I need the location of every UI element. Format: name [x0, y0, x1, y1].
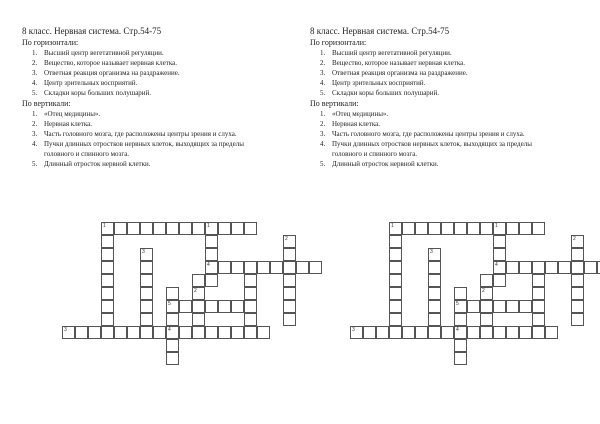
crossword-cell[interactable] [62, 326, 75, 339]
crossword-cell[interactable] [257, 261, 270, 274]
crossword-cell[interactable] [218, 261, 231, 274]
cell-number: 4 [495, 262, 498, 268]
horizontal-clues [22, 48, 302, 98]
crossword-cell[interactable] [244, 261, 257, 274]
crossword-cell[interactable] [114, 222, 127, 235]
crossword-cell[interactable] [493, 326, 506, 339]
crossword-cell[interactable] [428, 274, 441, 287]
crossword-cell[interactable] [571, 261, 584, 274]
vertical-clues [22, 109, 302, 169]
crossword-cell[interactable] [127, 326, 140, 339]
crossword-cell[interactable] [428, 261, 441, 274]
crossword-cell[interactable] [101, 326, 114, 339]
crossword-cell[interactable] [101, 261, 114, 274]
crossword-cell[interactable] [389, 235, 402, 248]
crossword-cell[interactable] [363, 326, 376, 339]
cell-number: 5 [168, 301, 171, 307]
crossword-grid [310, 222, 590, 382]
crossword-cell[interactable] [283, 274, 296, 287]
crossword-cell[interactable] [532, 326, 545, 339]
clue: 1. Высший центр вегетативной регуляции. [32, 49, 164, 57]
crossword-cell[interactable] [166, 352, 179, 365]
crossword-cell[interactable] [140, 313, 153, 326]
crossword-cell[interactable] [454, 300, 467, 313]
crossword-cell[interactable] [231, 326, 244, 339]
crossword-cell[interactable] [101, 287, 114, 300]
cell-number: 3 [352, 327, 355, 333]
crossword-cell[interactable] [571, 313, 584, 326]
crossword-cell[interactable] [257, 326, 270, 339]
crossword-cell[interactable] [493, 261, 506, 274]
crossword-cell[interactable] [350, 326, 363, 339]
clue: 5. Складки коры больших полушарий. [32, 89, 152, 97]
crossword-cell[interactable] [192, 313, 205, 326]
worksheet-heading: 8 класс. Нервная система. Стр.54-75 [310, 26, 450, 36]
crossword-cell[interactable] [532, 274, 545, 287]
cell-number: 1 [391, 223, 394, 229]
crossword-cell[interactable] [493, 300, 506, 313]
crossword-cell[interactable] [506, 326, 519, 339]
crossword-cell[interactable] [205, 248, 218, 261]
clue: 3. Часть головного мозга, где расположены центры зрения и слуха. [32, 130, 237, 138]
crossword-cell[interactable] [428, 248, 441, 261]
cell-number: 1 [207, 223, 210, 229]
crossword-cell[interactable] [480, 326, 493, 339]
crossword-cell[interactable] [166, 313, 179, 326]
crossword-cell[interactable] [571, 274, 584, 287]
crossword-cell[interactable] [480, 287, 493, 300]
crossword-cell[interactable] [231, 300, 244, 313]
worksheet-heading: 8 класс. Нервная система. Стр.54-75 [22, 26, 162, 36]
cell-number: 5 [456, 301, 459, 307]
crossword-cell[interactable] [558, 261, 571, 274]
crossword-cell[interactable] [127, 222, 140, 235]
crossword-cell[interactable] [415, 222, 428, 235]
cell-number: 4 [207, 262, 210, 268]
crossword-cell[interactable] [428, 222, 441, 235]
crossword-cell[interactable] [231, 222, 244, 235]
crossword-cell[interactable] [454, 352, 467, 365]
cell-number: 4 [456, 327, 459, 333]
crossword-cell[interactable] [166, 326, 179, 339]
crossword-cell[interactable] [140, 300, 153, 313]
crossword-cell[interactable] [153, 326, 166, 339]
crossword-cell[interactable] [244, 313, 257, 326]
crossword-cell[interactable] [101, 300, 114, 313]
crossword-cell[interactable] [101, 248, 114, 261]
crossword-cell[interactable] [140, 326, 153, 339]
crossword-cell[interactable] [283, 248, 296, 261]
crossword-cell[interactable] [101, 313, 114, 326]
crossword-cell[interactable] [441, 326, 454, 339]
crossword-cell[interactable] [402, 326, 415, 339]
crossword-cell[interactable] [205, 222, 218, 235]
clue: 2. Вещество, которое называет нервная клетка. [32, 59, 177, 67]
crossword-cell[interactable] [101, 235, 114, 248]
crossword-cell[interactable] [376, 326, 389, 339]
crossword-cell[interactable] [506, 261, 519, 274]
crossword-cell[interactable] [428, 300, 441, 313]
crossword-cell[interactable] [166, 300, 179, 313]
cell-number: 2 [194, 288, 197, 294]
cell-number: 3 [142, 249, 145, 255]
crossword-grid [22, 222, 302, 382]
crossword-cell[interactable] [140, 287, 153, 300]
crossword-cell[interactable] [389, 248, 402, 261]
clue: 3. Ответная реакция организма на раздражение. [32, 69, 180, 77]
clue: 4. Пучки длинных отростков нервных клеток, выходящих за пределы головного и спинного мозга. [320, 140, 532, 158]
crossword-cell[interactable] [454, 326, 467, 339]
crossword-cell[interactable] [192, 300, 205, 313]
clue: 3. Ответная реакция организма на раздражение. [320, 69, 468, 77]
crossword-cell[interactable] [467, 222, 480, 235]
clue: 2. Нервная клетка. [32, 120, 93, 128]
crossword-cell[interactable] [283, 261, 296, 274]
crossword-cell[interactable] [454, 339, 467, 352]
crossword-cell[interactable] [493, 248, 506, 261]
crossword-cell[interactable] [140, 248, 153, 261]
cell-number: 2 [285, 236, 288, 242]
crossword-cell[interactable] [205, 261, 218, 274]
crossword-cell[interactable] [493, 274, 506, 287]
worksheet-right [310, 26, 590, 416]
crossword-cell[interactable] [283, 235, 296, 248]
crossword-cell[interactable] [244, 300, 257, 313]
crossword-cell[interactable] [244, 222, 257, 235]
crossword-cell[interactable] [506, 222, 519, 235]
crossword-cell[interactable] [519, 222, 532, 235]
crossword-cell[interactable] [441, 222, 454, 235]
crossword-cell[interactable] [205, 274, 218, 287]
crossword-cell[interactable] [166, 287, 179, 300]
crossword-cell[interactable] [571, 248, 584, 261]
crossword-cell[interactable] [428, 326, 441, 339]
crossword-cell[interactable] [480, 222, 493, 235]
cell-number: 3 [430, 249, 433, 255]
crossword-cell[interactable] [571, 235, 584, 248]
crossword-cell[interactable] [389, 222, 402, 235]
clue: 2. Вещество, которое называет нервная клетка. [320, 59, 465, 67]
crossword-cell[interactable] [75, 326, 88, 339]
cell-number: 4 [168, 327, 171, 333]
clue: 5. Складки коры больших полушарий. [320, 89, 440, 97]
crossword-cell[interactable] [244, 287, 257, 300]
cell-number: 3 [64, 327, 67, 333]
crossword-cell[interactable] [428, 287, 441, 300]
crossword-cell[interactable] [571, 287, 584, 300]
crossword-cell[interactable] [389, 326, 402, 339]
clue: 1. «Отец медицины». [32, 110, 101, 118]
crossword-cell[interactable] [218, 326, 231, 339]
crossword-cell[interactable] [480, 313, 493, 326]
crossword-cell[interactable] [532, 287, 545, 300]
crossword-cell[interactable] [205, 326, 218, 339]
crossword-cell[interactable] [389, 287, 402, 300]
crossword-cell[interactable] [545, 326, 558, 339]
crossword-cell[interactable] [166, 222, 179, 235]
crossword-cell[interactable] [231, 261, 244, 274]
crossword-cell[interactable] [192, 222, 205, 235]
crossword-cell[interactable] [218, 222, 231, 235]
crossword-cell[interactable] [402, 222, 415, 235]
crossword-cell[interactable] [467, 300, 480, 313]
clue: 4. Пучки длинных отростков нервных клеток, выходящих за пределы головного и спинного мозга. [32, 140, 244, 158]
crossword-cell[interactable] [192, 326, 205, 339]
crossword-cell[interactable] [192, 287, 205, 300]
crossword-cell[interactable] [389, 274, 402, 287]
crossword-cell[interactable] [532, 300, 545, 313]
crossword-cell[interactable] [480, 274, 493, 287]
crossword-cell[interactable] [532, 313, 545, 326]
crossword-cell[interactable] [88, 326, 101, 339]
crossword-cell[interactable] [493, 222, 506, 235]
crossword-cell[interactable] [101, 222, 114, 235]
crossword-cell[interactable] [454, 313, 467, 326]
vertical-section-title: По вертикали: [310, 99, 359, 108]
crossword-cell[interactable] [519, 326, 532, 339]
clue: 4. Центр зрительных восприятий. [32, 79, 138, 87]
crossword-cell[interactable] [506, 300, 519, 313]
clue: 4. Центр зрительных восприятий. [320, 79, 426, 87]
crossword-cell[interactable] [480, 300, 493, 313]
crossword-cell[interactable] [244, 326, 257, 339]
crossword-cell[interactable] [283, 300, 296, 313]
clue: 5. Длинный отросток нервной клетки. [32, 160, 151, 168]
cell-number: 1 [103, 223, 106, 229]
crossword-cell[interactable] [545, 261, 558, 274]
crossword-cell[interactable] [283, 287, 296, 300]
worksheet-left [22, 26, 302, 416]
cell-number: 2 [482, 288, 485, 294]
crossword-cell[interactable] [140, 222, 153, 235]
crossword-cell[interactable] [532, 222, 545, 235]
crossword-cell[interactable] [493, 235, 506, 248]
crossword-cell[interactable] [166, 339, 179, 352]
crossword-cell[interactable] [153, 222, 166, 235]
crossword-cell[interactable] [428, 313, 441, 326]
crossword-cell[interactable] [140, 274, 153, 287]
crossword-cell[interactable] [205, 235, 218, 248]
horizontal-section-title: По горизонтали: [22, 38, 79, 47]
clue: 1. «Отец медицины». [320, 110, 389, 118]
crossword-cell[interactable] [454, 222, 467, 235]
crossword-cell[interactable] [101, 274, 114, 287]
crossword-cell[interactable] [467, 326, 480, 339]
crossword-cell[interactable] [532, 261, 545, 274]
crossword-cell[interactable] [179, 300, 192, 313]
crossword-cell[interactable] [389, 300, 402, 313]
clue: 1. Высший центр вегетативной регуляции. [320, 49, 452, 57]
crossword-cell[interactable] [244, 274, 257, 287]
clue: 2. Нервная клетка. [320, 120, 381, 128]
crossword-cell[interactable] [270, 261, 283, 274]
horizontal-clues [310, 48, 590, 98]
crossword-cell[interactable] [571, 300, 584, 313]
crossword-cell[interactable] [218, 300, 231, 313]
crossword-cell[interactable] [114, 326, 127, 339]
crossword-cell[interactable] [519, 300, 532, 313]
crossword-cell[interactable] [179, 326, 192, 339]
crossword-cell[interactable] [192, 274, 205, 287]
crossword-cell[interactable] [283, 313, 296, 326]
horizontal-section-title: По горизонтали: [310, 38, 367, 47]
cell-number: 2 [573, 236, 576, 242]
clue: 5. Длинный отросток нервной клетки. [320, 160, 439, 168]
crossword-cell[interactable] [296, 261, 309, 274]
crossword-cell[interactable] [454, 287, 467, 300]
clue: 3. Часть головного мозга, где расположены центры зрения и слуха. [320, 130, 525, 138]
vertical-clues [310, 109, 590, 169]
crossword-cell[interactable] [140, 261, 153, 274]
crossword-cell[interactable] [584, 261, 597, 274]
crossword-cell[interactable] [179, 222, 192, 235]
crossword-cell[interactable] [389, 313, 402, 326]
vertical-section-title: По вертикали: [22, 99, 71, 108]
crossword-cell[interactable] [519, 261, 532, 274]
crossword-cell[interactable] [389, 261, 402, 274]
crossword-cell[interactable] [205, 300, 218, 313]
crossword-cell[interactable] [415, 326, 428, 339]
cell-number: 1 [495, 223, 498, 229]
